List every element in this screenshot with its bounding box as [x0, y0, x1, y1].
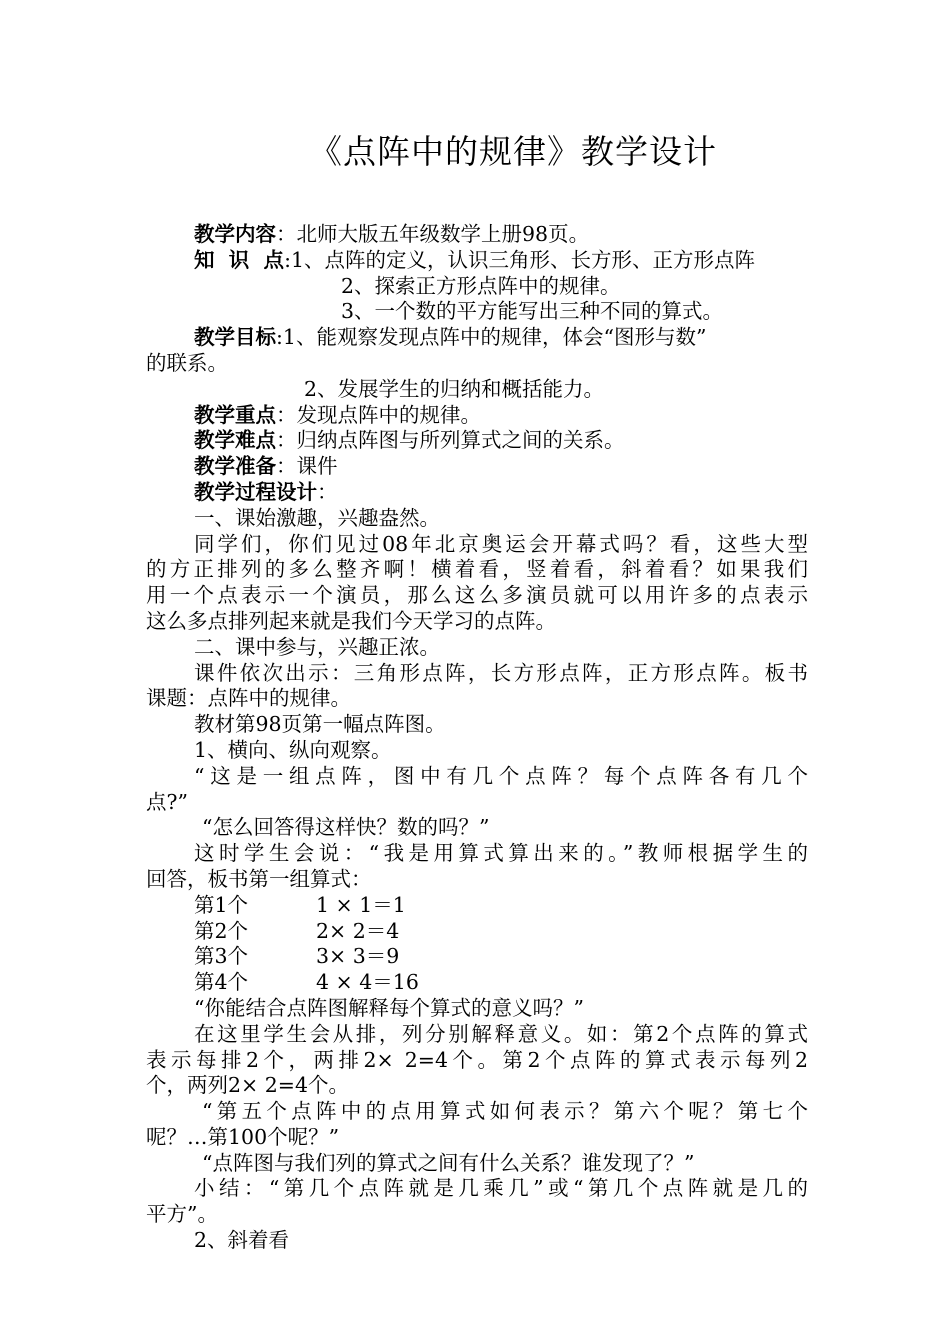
document-title: 《点阵中的规律》教学设计 [309, 132, 717, 171]
equation-row: 第3个 3× 3＝9 [194, 944, 400, 969]
quote-line: “点阵图与我们列的算式之间有什么关系？谁发现了？” [202, 1150, 695, 1175]
key-point-line: 教学重点：发现点阵中的规律。 [194, 402, 481, 427]
paragraph-line: 用一个点表示一个演员，那么这么多演员就可以用许多的点表示 [146, 583, 808, 608]
knowledge-points-line: 知 识 点:1、点阵的定义，认识三角形、长方形、正方形点阵 [194, 247, 756, 272]
teaching-content-line: 教学内容：北师大版五年级数学上册98页。 [194, 222, 590, 246]
paragraph-line: 的方正排列的多么整齐啊！横着看，竖着看，斜着看？如果我们 [146, 557, 808, 582]
paragraph-line: 回答，板书第一组算式： [146, 866, 372, 891]
process-heading: 教学过程设计： [194, 479, 338, 504]
quote-line: 点?” [146, 789, 188, 814]
paragraph-line: 在这里学生会从排，列分别解释意义。如：第2个点阵的算式 [194, 1021, 808, 1046]
paragraph-line: 教材第98页第一幅点阵图。 [194, 712, 446, 737]
equation-row: 第2个 2× 2＝4 [194, 918, 400, 943]
quote-line: “你能结合点阵图解释每个算式的意义吗？” [194, 995, 584, 1020]
quote-line: “第五个点阵中的点用算式如何表示？第六个呢？第七个 [202, 1099, 808, 1124]
paragraph-line: 个，两列2× 2=4个。 [146, 1073, 349, 1098]
summary-line: 小结：“第几个点阵就是几乘几”或“第几个点阵就是几的 [194, 1176, 808, 1201]
summary-line: 平方”。 [146, 1202, 218, 1227]
equation-row: 第1个 1 × 1＝1 [194, 892, 406, 917]
paragraph-line: 表示每排2个，两排2× 2=4个。第2个点阵的算式表示每列2 [146, 1047, 808, 1072]
paragraph-line: 课件依次出示：三角形点阵，长方形点阵，正方形点阵。板书 [194, 660, 808, 685]
difficulty-line: 教学难点：归纳点阵图与所列算式之间的关系。 [194, 428, 625, 453]
paragraph-line: 这时学生会说：“我是用算式算出来的。”教师根据学生的 [194, 841, 808, 866]
section-2-heading: 二、课中参与，兴趣正浓。 [194, 634, 440, 659]
document-body [146, 222, 808, 1254]
teaching-goal-2: 2、发展学生的归纳和概括能力。 [304, 376, 605, 401]
subsection-1-heading: 1、横向、纵向观察。 [194, 737, 392, 762]
quote-line: “怎么回答得这样快？数的吗？” [202, 815, 490, 840]
knowledge-point-3: 3、一个数的平方能写出三种不同的算式。 [341, 299, 724, 324]
section-1-heading: 一、课始激趣，兴趣盎然。 [194, 505, 440, 530]
quote-line: “这是一组点阵，图中有几个点阵？每个点阵各有几个 [194, 763, 808, 788]
teaching-goal-continued: 的联系。 [146, 350, 228, 375]
paragraph-line: 课题：点阵中的规律。 [146, 686, 351, 711]
paragraph-line: 这么多点排列起来就是我们今天学习的点阵。 [146, 608, 556, 633]
preparation-line: 教学准备：课件 [194, 454, 338, 479]
equation-row: 第4个 4 × 4＝16 [194, 970, 419, 995]
subsection-2-heading: 2、斜着看 [194, 1228, 290, 1253]
knowledge-point-2: 2、探索正方形点阵中的规律。 [341, 273, 621, 298]
quote-line: 呢？…第100个呢？” [146, 1124, 340, 1149]
paragraph-line: 同学们，你们见过08年北京奥运会开幕式吗？看，这些大型 [194, 531, 808, 556]
teaching-goal-line: 教学目标:1、能观察发现点阵中的规律，体会“图形与数” [194, 325, 707, 350]
